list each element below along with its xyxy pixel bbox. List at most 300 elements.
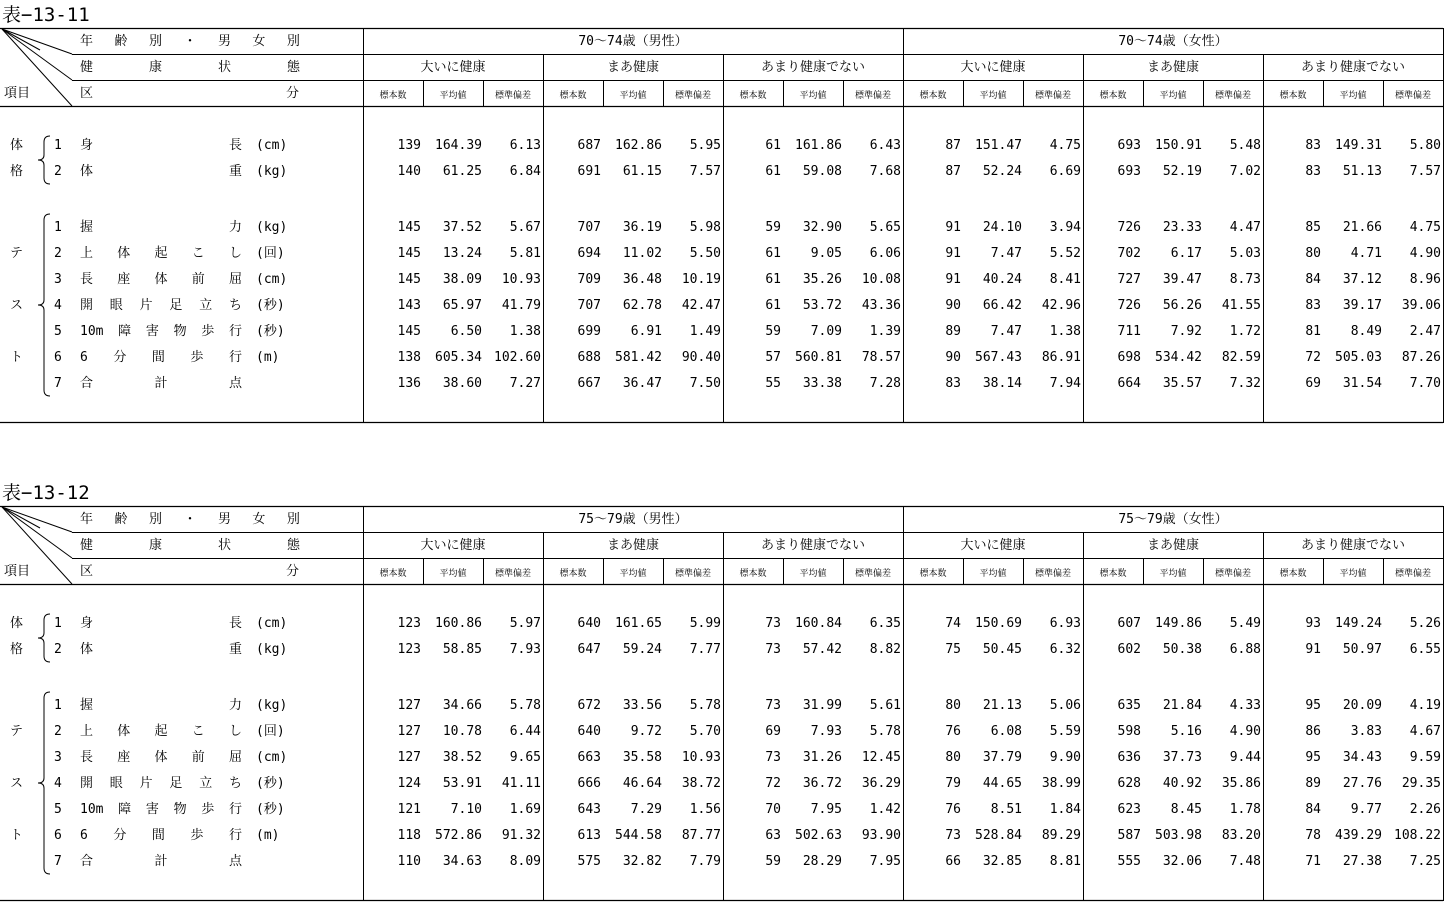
row-number: 7 bbox=[54, 376, 62, 391]
data-cell: 69 bbox=[1305, 376, 1321, 391]
data-cell: 694 bbox=[577, 246, 601, 261]
data-cell: 33.38 bbox=[802, 376, 842, 391]
data-cell: 61 bbox=[765, 298, 781, 313]
data-cell: 145 bbox=[397, 324, 421, 339]
data-cell: 118 bbox=[397, 828, 421, 843]
data-cell: 7.09 bbox=[810, 324, 842, 339]
data-cell: 123 bbox=[397, 642, 421, 657]
row-item-char: 力 bbox=[228, 698, 242, 713]
row-item-char: 合 bbox=[80, 376, 94, 391]
row-item-name bbox=[80, 828, 242, 844]
data-cell: 636 bbox=[1117, 750, 1141, 765]
stat-subheader: 標本数 bbox=[559, 569, 587, 579]
row-item-char: 行 bbox=[228, 324, 242, 339]
data-cell: 37.12 bbox=[1342, 272, 1382, 287]
data-cell: 3.83 bbox=[1350, 724, 1382, 739]
data-cell: 693 bbox=[1117, 138, 1141, 153]
data-cell: 76 bbox=[945, 724, 961, 739]
data-cell: 663 bbox=[577, 750, 601, 765]
row-item-name bbox=[80, 642, 242, 658]
row-item-char: 長 bbox=[228, 616, 242, 631]
data-cell: 83 bbox=[1305, 164, 1321, 179]
row-item-char: 分 bbox=[113, 350, 127, 365]
data-cell: 145 bbox=[397, 272, 421, 287]
data-cell: 699 bbox=[577, 324, 601, 339]
row-unit: (cm) bbox=[256, 616, 288, 631]
data-cell: 5.99 bbox=[689, 616, 721, 631]
group-side-label: 体 bbox=[10, 138, 24, 153]
data-cell: 78.57 bbox=[861, 350, 901, 365]
data-cell: 121 bbox=[397, 802, 421, 817]
data-cell: 6.44 bbox=[509, 724, 541, 739]
data-cell: 10.19 bbox=[681, 272, 721, 287]
data-cell: 9.90 bbox=[1049, 750, 1081, 765]
data-cell: 4.75 bbox=[1409, 220, 1441, 235]
data-cell: 1.69 bbox=[509, 802, 541, 817]
group-side-label: ス bbox=[10, 776, 24, 791]
row-item-char: 分 bbox=[113, 828, 127, 843]
data-cell: 53.72 bbox=[802, 298, 842, 313]
data-cell: 8.73 bbox=[1229, 272, 1261, 287]
data-cell: 85 bbox=[1305, 220, 1321, 235]
row-item-char: こ bbox=[191, 724, 205, 739]
data-cell: 6.32 bbox=[1049, 642, 1081, 657]
data-cell: 7.93 bbox=[509, 642, 541, 657]
header-char: ・ bbox=[183, 512, 197, 527]
header-char: 別 bbox=[148, 512, 162, 527]
data-cell: 32.82 bbox=[622, 854, 662, 869]
row-unit: (秒) bbox=[256, 776, 285, 791]
health-status-header: まあ健康 bbox=[1146, 60, 1199, 75]
data-cell: 41.11 bbox=[501, 776, 541, 791]
row-item-char: し bbox=[228, 246, 242, 261]
data-cell: 5.03 bbox=[1229, 246, 1261, 261]
data-cell: 5.95 bbox=[689, 138, 721, 153]
data-cell: 149.31 bbox=[1335, 138, 1382, 153]
group-side-label: ス bbox=[10, 298, 24, 313]
data-cell: 667 bbox=[577, 376, 601, 391]
data-cell: 27.38 bbox=[1342, 854, 1382, 869]
data-cell: 41.79 bbox=[501, 298, 541, 313]
data-cell: 503.98 bbox=[1155, 828, 1202, 843]
row-item-char: 体 bbox=[117, 246, 131, 261]
data-cell: 37.52 bbox=[442, 220, 482, 235]
data-cell: 8.49 bbox=[1350, 324, 1382, 339]
data-cell: 7.48 bbox=[1229, 854, 1261, 869]
header-item-label: 項目 bbox=[4, 564, 31, 579]
data-cell: 38.72 bbox=[681, 776, 721, 791]
data-cell: 61 bbox=[765, 272, 781, 287]
row-item-char: 前 bbox=[191, 750, 205, 765]
data-cell: 5.78 bbox=[689, 698, 721, 713]
data-cell: 59 bbox=[765, 220, 781, 235]
data-cell: 5.78 bbox=[509, 698, 541, 713]
data-cell: 5.52 bbox=[1049, 246, 1081, 261]
data-cell: 56.26 bbox=[1162, 298, 1202, 313]
data-cell: 102.60 bbox=[494, 350, 541, 365]
stat-subheader: 標本数 bbox=[559, 91, 587, 101]
row-item-name bbox=[80, 324, 242, 340]
data-cell: 66.42 bbox=[982, 298, 1022, 313]
row-item-char: 座 bbox=[117, 272, 131, 287]
data-cell: 4.33 bbox=[1229, 698, 1261, 713]
data-cell: 87 bbox=[945, 138, 961, 153]
data-cell: 7.94 bbox=[1049, 376, 1081, 391]
data-cell: 23.33 bbox=[1162, 220, 1202, 235]
row-item-char: 屈 bbox=[228, 272, 242, 287]
data-cell: 9.72 bbox=[630, 724, 662, 739]
row-number: 1 bbox=[54, 220, 62, 235]
data-cell: 89.29 bbox=[1041, 828, 1081, 843]
data-cell: 7.57 bbox=[689, 164, 721, 179]
stat-subheader: 標準偏差 bbox=[1034, 569, 1071, 579]
data-cell: 76 bbox=[945, 802, 961, 817]
data-cell: 5.49 bbox=[1229, 616, 1261, 631]
row-item-char: 立 bbox=[199, 298, 213, 313]
row-number: 5 bbox=[54, 802, 62, 817]
group-header: 70〜74歳（男性） bbox=[578, 34, 688, 49]
row-unit: (kg) bbox=[256, 698, 288, 713]
row-unit: (kg) bbox=[256, 642, 288, 657]
data-cell: 8.51 bbox=[990, 802, 1022, 817]
row-item-char: 体 bbox=[80, 164, 94, 179]
brace-icon bbox=[0, 478, 80, 918]
header-char: 男 bbox=[217, 34, 231, 49]
data-cell: 161.86 bbox=[795, 138, 842, 153]
data-cell: 59.24 bbox=[622, 642, 662, 657]
data-cell: 640 bbox=[577, 616, 601, 631]
table-title: 表−13-12 bbox=[2, 482, 90, 504]
data-cell: 4.67 bbox=[1409, 724, 1441, 739]
data-cell: 151.47 bbox=[975, 138, 1022, 153]
row-item-char: 上 bbox=[80, 724, 94, 739]
data-cell: 127 bbox=[397, 698, 421, 713]
data-cell: 39.17 bbox=[1342, 298, 1382, 313]
row-item-name bbox=[80, 698, 242, 714]
data-cell: 36.72 bbox=[802, 776, 842, 791]
header-category-label-end: 分 bbox=[286, 564, 300, 579]
data-cell: 9.59 bbox=[1409, 750, 1441, 765]
data-cell: 635 bbox=[1117, 698, 1141, 713]
data-cell: 75 bbox=[945, 642, 961, 657]
data-cell: 6.06 bbox=[869, 246, 901, 261]
data-cell: 87.26 bbox=[1401, 350, 1441, 365]
data-cell: 83 bbox=[945, 376, 961, 391]
header-char: 状 bbox=[217, 60, 231, 75]
data-cell: 36.29 bbox=[861, 776, 901, 791]
stat-subheader: 平均値 bbox=[979, 569, 1007, 579]
row-item-name bbox=[80, 802, 242, 818]
data-cell: 28.29 bbox=[802, 854, 842, 869]
data-cell: 8.41 bbox=[1049, 272, 1081, 287]
row-unit: (cm) bbox=[256, 272, 288, 287]
data-cell: 12.45 bbox=[861, 750, 901, 765]
data-cell: 687 bbox=[577, 138, 601, 153]
data-cell: 8.82 bbox=[869, 642, 901, 657]
data-cell: 150.91 bbox=[1155, 138, 1202, 153]
data-cell: 43.36 bbox=[861, 298, 901, 313]
data-cell: 9.05 bbox=[810, 246, 842, 261]
row-item-char: 長 bbox=[228, 138, 242, 153]
data-cell: 7.02 bbox=[1229, 164, 1261, 179]
group-side-label: 格 bbox=[10, 642, 24, 657]
data-cell: 1.38 bbox=[1049, 324, 1081, 339]
row-item-char: 握 bbox=[80, 698, 94, 713]
row-unit: (秒) bbox=[256, 324, 285, 339]
data-cell: 628 bbox=[1117, 776, 1141, 791]
stat-subheader: 平均値 bbox=[439, 569, 467, 579]
row-item-char: 6 bbox=[80, 350, 88, 365]
data-cell: 36.19 bbox=[622, 220, 662, 235]
data-cell: 33.56 bbox=[622, 698, 662, 713]
header-category-label-end: 分 bbox=[286, 86, 300, 101]
data-cell: 81 bbox=[1305, 324, 1321, 339]
row-item-char: 体 bbox=[80, 642, 94, 657]
data-cell: 73 bbox=[765, 750, 781, 765]
data-cell: 7.68 bbox=[869, 164, 901, 179]
data-cell: 1.84 bbox=[1049, 802, 1081, 817]
data-cell: 39.47 bbox=[1162, 272, 1202, 287]
data-cell: 84 bbox=[1305, 802, 1321, 817]
data-cell: 5.80 bbox=[1409, 138, 1441, 153]
row-item-char: 立 bbox=[199, 776, 213, 791]
data-cell: 7.47 bbox=[990, 324, 1022, 339]
data-cell: 79 bbox=[945, 776, 961, 791]
data-cell: 607 bbox=[1117, 616, 1141, 631]
data-cell: 7.93 bbox=[810, 724, 842, 739]
header-char: 状 bbox=[217, 538, 231, 553]
row-number: 2 bbox=[54, 246, 62, 261]
row-item-char: 片 bbox=[139, 776, 153, 791]
row-unit: (秒) bbox=[256, 298, 285, 313]
data-cell: 6.08 bbox=[990, 724, 1022, 739]
data-cell: 91 bbox=[945, 272, 961, 287]
data-table bbox=[0, 478, 1444, 918]
data-cell: 7.32 bbox=[1229, 376, 1261, 391]
row-item-char: し bbox=[228, 724, 242, 739]
row-item-char: 10m bbox=[80, 802, 104, 817]
data-cell: 32.85 bbox=[982, 854, 1022, 869]
data-cell: 35.58 bbox=[622, 750, 662, 765]
stat-subheader: 標準偏差 bbox=[494, 91, 531, 101]
data-cell: 50.97 bbox=[1342, 642, 1382, 657]
row-item-char: 障 bbox=[118, 324, 132, 339]
header-age-sex-label bbox=[80, 512, 300, 528]
data-cell: 5.26 bbox=[1409, 616, 1441, 631]
row-number: 6 bbox=[54, 828, 62, 843]
data-cell: 90.40 bbox=[681, 350, 721, 365]
header-health-label bbox=[80, 538, 300, 554]
row-unit: (m) bbox=[256, 350, 280, 365]
data-cell: 726 bbox=[1117, 298, 1141, 313]
row-unit: (kg) bbox=[256, 220, 288, 235]
data-cell: 5.06 bbox=[1049, 698, 1081, 713]
row-item-name bbox=[80, 272, 242, 288]
data-cell: 145 bbox=[397, 220, 421, 235]
brace-icon bbox=[0, 0, 80, 440]
data-cell: 162.86 bbox=[615, 138, 662, 153]
data-cell: 57 bbox=[765, 350, 781, 365]
data-cell: 69 bbox=[765, 724, 781, 739]
data-cell: 727 bbox=[1117, 272, 1141, 287]
data-cell: 6.13 bbox=[509, 138, 541, 153]
stat-subheader: 平均値 bbox=[979, 91, 1007, 101]
data-cell: 40.92 bbox=[1162, 776, 1202, 791]
row-item-char: 開 bbox=[80, 298, 94, 313]
data-cell: 52.24 bbox=[982, 164, 1022, 179]
data-cell: 61 bbox=[765, 164, 781, 179]
header-item-label: 項目 bbox=[4, 86, 31, 101]
data-cell: 149.24 bbox=[1335, 616, 1382, 631]
data-cell: 83 bbox=[1305, 138, 1321, 153]
data-cell: 1.72 bbox=[1229, 324, 1261, 339]
header-char: 女 bbox=[252, 34, 266, 49]
data-cell: 6.55 bbox=[1409, 642, 1441, 657]
data-cell: 46.64 bbox=[622, 776, 662, 791]
stat-subheader: 平均値 bbox=[1339, 91, 1367, 101]
data-cell: 108.22 bbox=[1394, 828, 1441, 843]
data-cell: 1.39 bbox=[869, 324, 901, 339]
data-cell: 6.43 bbox=[869, 138, 901, 153]
row-item-char: 体 bbox=[154, 750, 168, 765]
data-cell: 6.84 bbox=[509, 164, 541, 179]
data-cell: 711 bbox=[1117, 324, 1141, 339]
data-cell: 38.14 bbox=[982, 376, 1022, 391]
row-item-char: 長 bbox=[80, 750, 94, 765]
row-number: 5 bbox=[54, 324, 62, 339]
data-cell: 693 bbox=[1117, 164, 1141, 179]
data-cell: 55 bbox=[765, 376, 781, 391]
data-cell: 6.91 bbox=[630, 324, 662, 339]
data-cell: 150.69 bbox=[975, 616, 1022, 631]
data-cell: 672 bbox=[577, 698, 601, 713]
data-cell: 37.79 bbox=[982, 750, 1022, 765]
data-cell: 6.50 bbox=[450, 324, 482, 339]
data-cell: 5.16 bbox=[1170, 724, 1202, 739]
stat-subheader: 平均値 bbox=[1159, 91, 1187, 101]
data-cell: 90 bbox=[945, 298, 961, 313]
data-cell: 10.93 bbox=[681, 750, 721, 765]
data-cell: 1.38 bbox=[509, 324, 541, 339]
data-cell: 73 bbox=[765, 698, 781, 713]
data-cell: 93 bbox=[1305, 616, 1321, 631]
data-cell: 127 bbox=[397, 724, 421, 739]
row-item-char: 歩 bbox=[190, 828, 204, 843]
data-cell: 688 bbox=[577, 350, 601, 365]
data-cell: 4.47 bbox=[1229, 220, 1261, 235]
data-cell: 664 bbox=[1117, 376, 1141, 391]
row-item-char: 体 bbox=[117, 724, 131, 739]
data-cell: 86 bbox=[1305, 724, 1321, 739]
data-cell: 59 bbox=[765, 854, 781, 869]
group-header: 75〜79歳（女性） bbox=[1118, 512, 1228, 527]
data-cell: 4.75 bbox=[1049, 138, 1081, 153]
data-cell: 691 bbox=[577, 164, 601, 179]
row-item-name bbox=[80, 350, 242, 366]
data-cell: 7.70 bbox=[1409, 376, 1441, 391]
stat-subheader: 平均値 bbox=[1159, 569, 1187, 579]
row-item-char: 計 bbox=[154, 376, 168, 391]
header-char: 態 bbox=[286, 60, 300, 75]
data-cell: 78 bbox=[1305, 828, 1321, 843]
row-item-char: 身 bbox=[80, 138, 94, 153]
row-item-char: 握 bbox=[80, 220, 94, 235]
stat-subheader: 標本数 bbox=[1279, 569, 1307, 579]
data-cell: 21.13 bbox=[982, 698, 1022, 713]
data-cell: 10.93 bbox=[501, 272, 541, 287]
group-side-label: 体 bbox=[10, 616, 24, 631]
row-number: 1 bbox=[54, 138, 62, 153]
data-cell: 575 bbox=[577, 854, 601, 869]
data-cell: 439.29 bbox=[1335, 828, 1382, 843]
row-item-char: 点 bbox=[228, 376, 242, 391]
row-unit: (cm) bbox=[256, 138, 288, 153]
data-cell: 38.99 bbox=[1041, 776, 1081, 791]
row-number: 1 bbox=[54, 616, 62, 631]
data-cell: 7.95 bbox=[810, 802, 842, 817]
data-cell: 161.65 bbox=[615, 616, 662, 631]
row-item-char: 害 bbox=[145, 802, 159, 817]
data-cell: 5.98 bbox=[689, 220, 721, 235]
data-cell: 2.26 bbox=[1409, 802, 1441, 817]
data-cell: 40.24 bbox=[982, 272, 1022, 287]
row-item-char: 屈 bbox=[228, 750, 242, 765]
stat-subheader: 標準偏差 bbox=[1394, 569, 1431, 579]
header-char: 別 bbox=[148, 34, 162, 49]
data-cell: 5.67 bbox=[509, 220, 541, 235]
stat-subheader: 平均値 bbox=[619, 91, 647, 101]
data-cell: 39.06 bbox=[1401, 298, 1441, 313]
stat-subheader: 標準偏差 bbox=[854, 91, 891, 101]
health-status-header: まあ健康 bbox=[606, 60, 659, 75]
row-item-char: 長 bbox=[80, 272, 94, 287]
data-cell: 7.47 bbox=[990, 246, 1022, 261]
header-char: 康 bbox=[148, 60, 162, 75]
data-cell: 7.95 bbox=[869, 854, 901, 869]
data-cell: 7.29 bbox=[630, 802, 662, 817]
row-number: 2 bbox=[54, 724, 62, 739]
data-cell: 6.69 bbox=[1049, 164, 1081, 179]
row-item-name bbox=[80, 164, 242, 180]
data-cell: 95 bbox=[1305, 750, 1321, 765]
row-item-char: 前 bbox=[191, 272, 205, 287]
data-cell: 143 bbox=[397, 298, 421, 313]
row-item-name bbox=[80, 298, 242, 314]
data-cell: 1.42 bbox=[869, 802, 901, 817]
row-item-char: 6 bbox=[80, 828, 88, 843]
data-cell: 27.76 bbox=[1342, 776, 1382, 791]
data-cell: 80 bbox=[945, 698, 961, 713]
stat-subheader: 標本数 bbox=[379, 569, 407, 579]
data-cell: 58.85 bbox=[442, 642, 482, 657]
row-item-char: 身 bbox=[80, 616, 94, 631]
row-item-char: 足 bbox=[169, 298, 183, 313]
data-cell: 91 bbox=[1305, 642, 1321, 657]
data-cell: 707 bbox=[577, 298, 601, 313]
data-cell: 42.96 bbox=[1041, 298, 1081, 313]
row-item-char: 10m bbox=[80, 324, 104, 339]
row-item-char: 開 bbox=[80, 776, 94, 791]
stat-subheader: 標本数 bbox=[919, 569, 947, 579]
data-cell: 6.93 bbox=[1049, 616, 1081, 631]
data-cell: 31.99 bbox=[802, 698, 842, 713]
data-cell: 7.79 bbox=[689, 854, 721, 869]
data-cell: 643 bbox=[577, 802, 601, 817]
row-item-char: 眼 bbox=[109, 298, 123, 313]
header-category-label: 区 bbox=[80, 86, 94, 101]
health-status-header: あまり健康でない bbox=[1300, 60, 1405, 75]
data-cell: 7.28 bbox=[869, 376, 901, 391]
